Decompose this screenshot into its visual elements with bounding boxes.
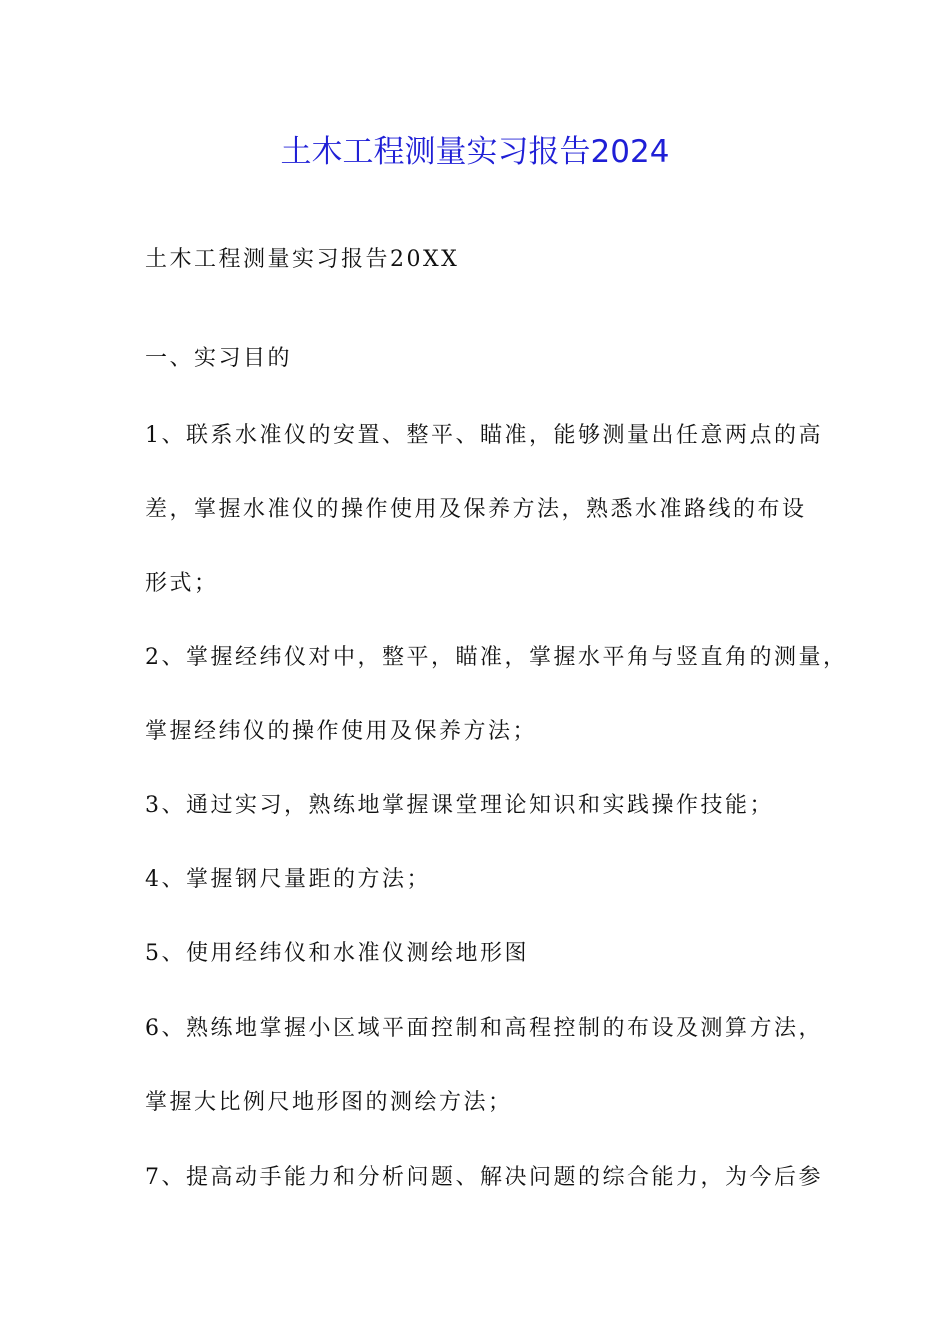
body-line: 掌握经纬仪的操作使用及保养方法；	[145, 719, 538, 744]
body-line: 4、掌握钢尺量距的方法；	[145, 867, 431, 892]
body-line: 形式；	[145, 571, 219, 596]
body-line: 5、使用经纬仪和水准仪测绘地形图	[145, 941, 529, 966]
body-line-report-name: 土木工程测量实习报告20XX	[145, 247, 460, 272]
body-line: 1、联系水准仪的安置、整平、瞄准，能够测量出任意两点的高	[145, 423, 823, 448]
body-line: 6、熟练地掌握小区域平面控制和高程控制的布设及测算方法，	[145, 1016, 823, 1041]
document-title: 土木工程测量实习报告2024	[280, 134, 670, 170]
body-line: 3、通过实习，熟练地掌握课堂理论知识和实践操作技能；	[145, 793, 774, 818]
body-line-section-heading: 一、实习目的	[145, 346, 293, 371]
body-line: 7、提高动手能力和分析问题、解决问题的综合能力，为今后参	[145, 1165, 823, 1190]
body-line: 掌握大比例尺地形图的测绘方法；	[145, 1090, 513, 1115]
body-line: 差，掌握水准仪的操作使用及保养方法，熟悉水准路线的布设	[145, 497, 807, 522]
body-line: 2、掌握经纬仪对中，整平，瞄准，掌握水平角与竖直角的测量，	[145, 645, 848, 670]
